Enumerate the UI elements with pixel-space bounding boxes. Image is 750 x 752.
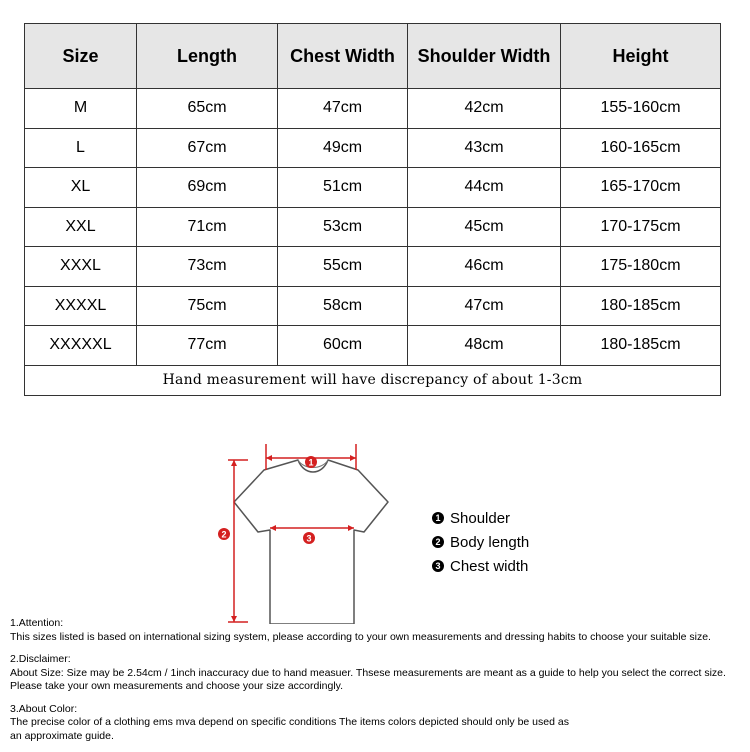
size-table [24,23,721,396]
cell-shoulder-width: 42cm [408,89,561,129]
cell-height: 180-185cm [561,286,721,326]
notes-section [10,617,745,752]
cell-length: 71cm [137,207,278,247]
cell-shoulder-width: 48cm [408,326,561,366]
legend-label: Chest width [450,557,529,575]
body-length-measure-line [228,460,248,622]
table-row [25,128,721,168]
cell-length: 67cm [137,128,278,168]
cell-size: XL [25,168,137,208]
header-chest-width: Chest Width [278,24,408,89]
table-note-row [25,365,721,395]
legend-item [432,554,529,578]
cell-shoulder-width: 44cm [408,168,561,208]
cell-size: M [25,89,137,129]
measurement-legend [432,506,529,578]
table-row [25,326,721,366]
cell-height: 160-165cm [561,128,721,168]
tshirt-icon [218,432,408,624]
legend-item [432,530,529,554]
legend-item [432,506,529,530]
header-height: Height [561,24,721,89]
table-row [25,89,721,129]
cell-chest-width: 58cm [278,286,408,326]
table-row [25,207,721,247]
cell-height: 175-180cm [561,247,721,287]
cell-height: 155-160cm [561,89,721,129]
legend-label: Body length [450,533,530,551]
table-header-row [25,24,721,89]
note-title: 3.About Color: [10,702,78,715]
tshirt-diagram [218,432,408,624]
cell-size: XXXXL [25,286,137,326]
marker-1: 1 [308,457,314,468]
cell-length: 77cm [137,326,278,366]
measurement-note: Hand measurement will have discrepancy of about 1-3cm [25,365,721,395]
cell-shoulder-width: 46cm [408,247,561,287]
marker-3: 3 [306,533,312,544]
note-title: 1.Attention: [10,617,64,629]
cell-chest-width: 49cm [278,128,408,168]
cell-length: 73cm [137,247,278,287]
note-block-color [10,703,745,744]
table-row [25,247,721,287]
cell-size: XXXL [25,247,137,287]
legend-number: 1 [432,512,444,524]
note-block-disclaimer [10,653,745,694]
note-text: an approximate guide. [10,729,114,742]
legend-label: Shoulder [450,509,511,527]
note-text: Please take your own measurements and choose your size accordingly. [10,680,344,692]
cell-height: 165-170cm [561,168,721,208]
legend-number: 2 [432,536,444,548]
cell-length: 69cm [137,168,278,208]
note-text: About Size: Size may be 2.54cm / 1inch inaccuracy due to hand measuer. Thsese measurements are meant as a guide to help you select the correct size. [10,666,726,679]
cell-size: XXXXXL [25,326,137,366]
table-row [25,168,721,208]
cell-height: 170-175cm [561,207,721,247]
legend-number: 3 [432,560,444,572]
cell-chest-width: 60cm [278,326,408,366]
cell-chest-width: 47cm [278,89,408,129]
header-length: Length [137,24,278,89]
cell-shoulder-width: 43cm [408,128,561,168]
note-block-attention [10,617,745,644]
cell-chest-width: 53cm [278,207,408,247]
header-size: Size [25,24,137,89]
cell-length: 75cm [137,286,278,326]
header-shoulder-width: Shoulder Width [408,24,561,89]
note-text: The precise color of a clothing ems mva depend on specific conditions The items colors depicted should only be used as [10,716,569,728]
cell-shoulder-width: 45cm [408,207,561,247]
cell-length: 65cm [137,89,278,129]
note-title: 2.Disclaimer: [10,653,71,665]
note-text: This sizes listed is based on international sizing system, please according to your own measurements and dressing habits to choose your suitable size. [10,630,711,643]
cell-size: XXL [25,207,137,247]
cell-height: 180-185cm [561,326,721,366]
cell-shoulder-width: 47cm [408,286,561,326]
cell-chest-width: 55cm [278,247,408,287]
marker-2: 2 [221,529,227,540]
cell-chest-width: 51cm [278,168,408,208]
cell-size: L [25,128,137,168]
table-row [25,286,721,326]
